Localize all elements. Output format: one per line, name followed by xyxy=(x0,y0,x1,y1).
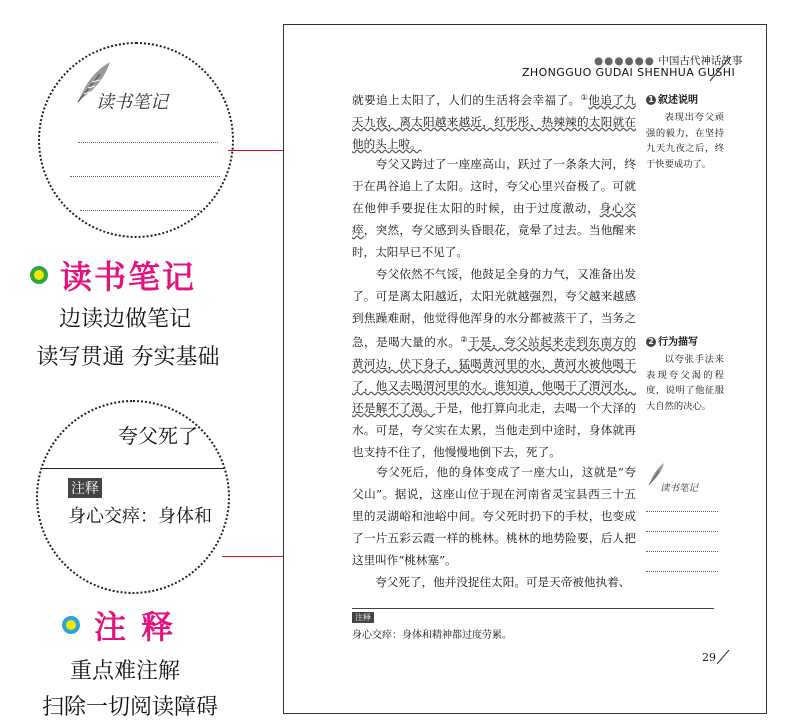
magnified-note-tag: 注释 xyxy=(68,478,102,498)
note-rule xyxy=(646,551,718,552)
annotation-magnifier xyxy=(36,400,230,594)
page-number-slash xyxy=(716,649,730,665)
side-note xyxy=(646,333,724,414)
paragraph: 夸父死了，他并没捉住太阳。可是天帝被他执着、 xyxy=(352,575,631,589)
book-page xyxy=(283,24,767,714)
side-note-text: 以夸张手法来表现夸父渴的程度，说明了他征服大自然的决心。 xyxy=(646,354,724,412)
magnified-text: 夸父死了 xyxy=(118,424,198,448)
reading-notes-magnifier xyxy=(38,42,234,238)
side-note-number: 1 xyxy=(646,95,656,105)
feature-line: 扫除一切阅读障碍 xyxy=(41,695,218,720)
feature-line: 读写贯通 夯实基础 xyxy=(36,345,220,370)
header-slash xyxy=(708,55,732,83)
header-dots: ●●●●●● xyxy=(594,55,655,67)
bullet-dot-icon xyxy=(30,266,48,284)
magnified-rule xyxy=(38,468,228,469)
series-title: 中国古代神话故事 xyxy=(658,55,743,67)
feature-title: 读书笔记 xyxy=(60,258,197,296)
side-reading-notes-logo: 读书笔记 xyxy=(660,483,699,494)
side-note-text: 表现出夸父顽强的毅力，在坚持九天九夜之后，终于快要成功了。 xyxy=(646,112,724,170)
side-note-heading: 2 行为描写 xyxy=(646,333,724,348)
note-rule xyxy=(78,142,218,143)
side-note xyxy=(646,91,724,172)
note-rule xyxy=(646,511,718,512)
footnote-rule xyxy=(352,608,714,609)
feature-line: 边读边做笔记 xyxy=(58,307,191,332)
note-rule xyxy=(70,176,220,177)
series-pinyin: ZHONGGUO GUDAI SHENHUA GUSHI xyxy=(522,66,736,79)
page-number: 29 xyxy=(702,651,716,664)
feature-line: 重点难注解 xyxy=(69,659,180,684)
note-rule xyxy=(646,571,718,572)
paragraph: 就要追上太阳了，人们的生活将会幸福了。①他追了九天九夜，离太阳越来越近，红彤彤、热辣辣的太阳就在他的头上啦。 xyxy=(352,93,636,151)
reading-notes-logo: 读书笔记 xyxy=(96,92,168,113)
side-note-number: 2 xyxy=(646,337,656,347)
feature-reading-notes xyxy=(30,252,196,298)
bullet-dot-icon xyxy=(62,616,80,634)
note-rule xyxy=(646,531,718,532)
side-note-heading: 1 叙述说明 xyxy=(646,91,724,106)
footnote-tag: 注释 xyxy=(352,612,374,623)
note-rule xyxy=(80,210,210,211)
footnote-text: 身心交瘁：身体和精神都过度劳累。 xyxy=(352,630,512,641)
paragraph: 夸父死后，他的身体变成了一座大山，这就是“夸父山”。据说，这座山位于现在河南省灵宝县西三十五里的灵湖峪和池峪中间。夸父死时扔下的手杖，也变成了一片五彩云霞一样的桃林。桃林的地势险要，后人把这里叫作“桃林塞”。 xyxy=(352,465,636,567)
paragraph: 夸父依然不气馁，他鼓足全身的力气，又准备出发了。可是离太阳越近，太阳光就越强烈，夸父越来越感到焦躁难耐，他觉得他浑身的水分都被蒸干了，当务之急，是喝大量的水。②于是，夸父站起来走到东南方的黄河边，伏下身子，猛喝黄河里的水，黄河水被他喝干了，他又去喝渭河里的水。谁知道，他喝干了渭河水，还是解不了渴。于是，他打算向北走，去喝一个大泽的水。可是，夸父实在太累，当他走到中途时，身体就再也支持不住了，他慢慢地倒下去，死了。 xyxy=(352,267,636,459)
feature-title: 注 释 xyxy=(94,608,176,646)
feature-annotation xyxy=(62,602,175,648)
paragraph: 夸父又跨过了一座座高山，跃过了一条条大河，终于在禺谷追上了太阳。这时，夸父心里兴奋极了。可就在他伸手要捉住太阳的时候，由于过度激动，身心交瘁，突然，夸父感到头昏眼花，竟晕了过去。当他醒来时，太阳早已不见了。 xyxy=(352,157,636,259)
magnified-note-text: 身心交瘁：身体和 xyxy=(68,506,212,527)
